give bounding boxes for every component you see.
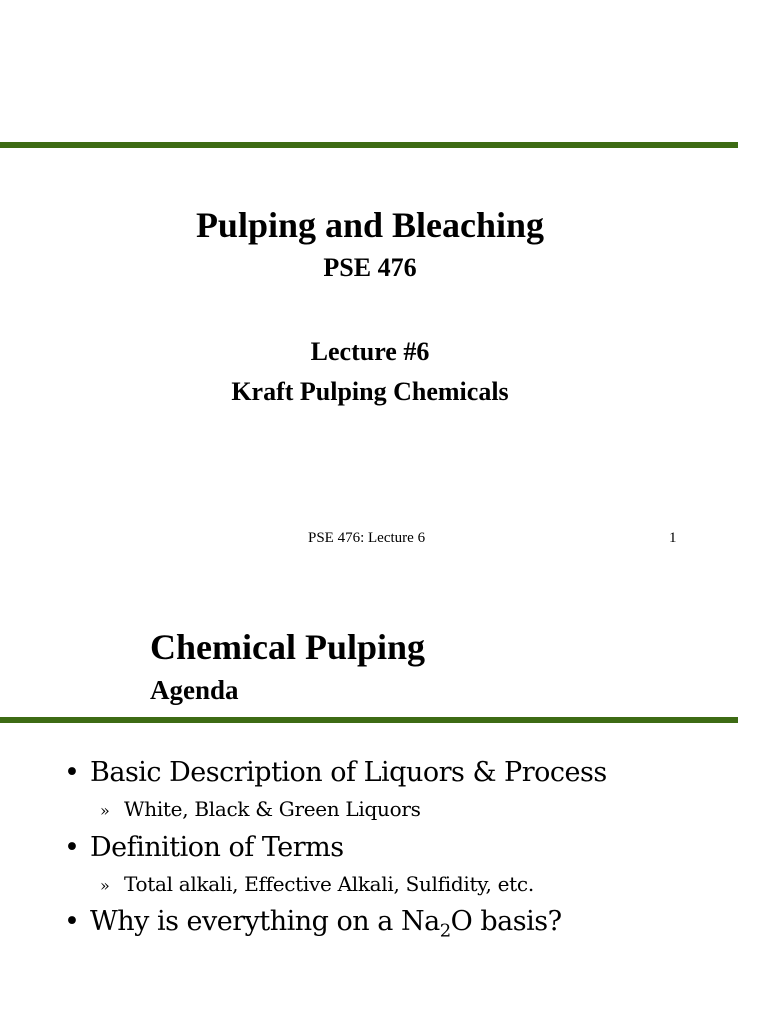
agenda-bullet-3 xyxy=(64,906,562,941)
agenda-bullet-3-subscript: 2 xyxy=(439,920,451,942)
slide2-title: Chemical Pulping xyxy=(150,627,426,667)
slide1-course-code: PSE 476 xyxy=(323,253,417,282)
agenda-divider-rule xyxy=(0,717,738,723)
slide1-title: Pulping and Bleaching xyxy=(195,205,545,245)
agenda-subitem-2-text: Total alkali, Effective Alkali, Sulfidity, etc. xyxy=(124,872,534,896)
subitem-marker-icon: » xyxy=(100,876,110,895)
agenda-bullet-2 xyxy=(64,832,344,863)
bullet-dot-icon: • xyxy=(64,906,80,937)
slide1-footer: PSE 476: Lecture 6 xyxy=(308,530,426,546)
slide1-subtitle: Kraft Pulping Chemicals xyxy=(231,377,509,406)
bullet-dot-icon: • xyxy=(64,832,80,863)
agenda-subitem-1-text: White, Black & Green Liquors xyxy=(124,797,421,821)
slide1-page-number: 1 xyxy=(669,530,677,546)
top-divider-rule xyxy=(0,142,738,148)
agenda-bullet-3-text-after: O basis? xyxy=(450,906,562,937)
agenda-bullet-2-text: Definition of Terms xyxy=(90,832,344,863)
bullet-dot-icon: • xyxy=(64,757,80,788)
slide2-subtitle: Agenda xyxy=(150,675,239,705)
agenda-bullet-3-text-before: Why is everything on a Na xyxy=(90,906,440,937)
agenda-subitem-1 xyxy=(100,797,421,821)
agenda-bullet-1 xyxy=(64,757,607,788)
agenda-bullet-1-text: Basic Description of Liquors & Process xyxy=(90,757,607,788)
slide1-lecture-number: Lecture #6 xyxy=(310,337,430,366)
agenda-subitem-2 xyxy=(100,872,534,896)
subitem-marker-icon: » xyxy=(100,801,110,820)
